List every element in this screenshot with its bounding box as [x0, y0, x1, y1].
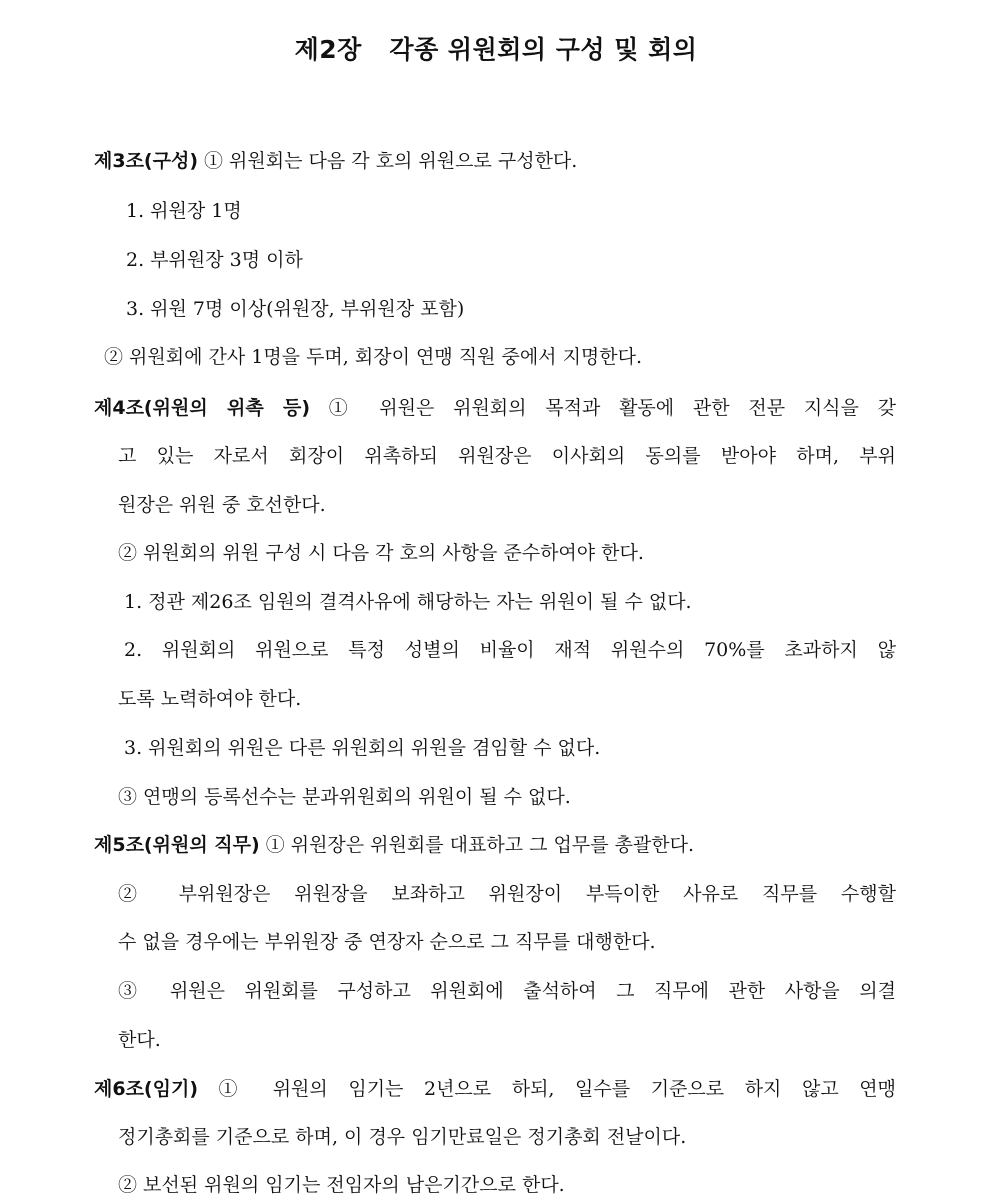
article-3-item-3: 3. 위원 7명 이상(위원장, 부위원장 포함)	[126, 298, 465, 320]
article-4-intro-line	[0, 393, 992, 423]
article-4-item-2-line-2: 도록 노력하여야 한다.	[118, 688, 302, 710]
article-4-heading: 제4조(위원의 위촉 등)	[94, 397, 311, 419]
article-3-intro-line	[0, 146, 992, 176]
article-4-paragraph-1-line-1: ① 위원은 위원회의 목적과 활동에 관한 전문 지식을 갖	[316, 397, 896, 419]
article-5-heading: 제5조(위원의 직무)	[94, 834, 260, 856]
article-5-paragraph-3-line-2: 한다.	[118, 1029, 161, 1051]
article-6-paragraph-1-line-2: 정기총회를 기준으로 하며, 이 경우 임기만료일은 정기총회 전날이다.	[118, 1126, 687, 1148]
article-5-paragraph-1: ① 위원장은 위원회를 대표하고 그 업무를 총괄한다.	[265, 834, 695, 856]
article-4-item-2-line-1: 2. 위원회의 위원으로 특정 성별의 비율이 재적 위원수의 70%를 초과하지 않	[124, 639, 896, 661]
article-5-paragraph-3-line-1: ③ 위원은 위원회를 구성하고 위원회에 출석하여 그 직무에 관한 사항을 의결	[118, 980, 896, 1002]
article-4-item-3: 3. 위원회의 위원은 다른 위원회의 위원을 겸임할 수 없다.	[124, 737, 601, 759]
article-6-heading: 제6조(임기)	[94, 1078, 199, 1100]
article-4-paragraph-3: ③ 연맹의 등록선수는 분과위원회의 위원이 될 수 없다.	[118, 786, 571, 808]
article-6-paragraph-1-line-1: ① 위원의 임기는 2년으로 하되, 일수를 기준으로 하지 않고 연맹	[204, 1078, 896, 1100]
article-3-heading: 제3조(구성)	[94, 150, 199, 172]
article-4-paragraph-1-line-3: 원장은 위원 중 호선한다.	[118, 494, 326, 516]
article-6-intro-line	[0, 1074, 992, 1104]
article-4-paragraph-1-line-2: 고 있는 자로서 회장이 위촉하되 위원장은 이사회의 동의를 받아야 하며, 부위	[118, 445, 896, 467]
article-3-paragraph-2: ② 위원회에 간사 1명을 두며, 회장이 연맹 직원 중에서 지명한다.	[104, 346, 643, 368]
article-3-paragraph-1: ① 위원회는 다음 각 호의 위원으로 구성한다.	[204, 150, 578, 172]
chapter-title: 제2장 각종 위원회의 구성 및 회의	[294, 35, 698, 64]
article-5-paragraph-2-line-2: 수 없을 경우에는 부위원장 중 연장자 순으로 그 직무를 대행한다.	[118, 931, 656, 953]
article-4-paragraph-2: ② 위원회의 위원 구성 시 다음 각 호의 사항을 준수하여야 한다.	[118, 542, 644, 564]
article-6-paragraph-2: ② 보선된 위원의 임기는 전임자의 남은기간으로 한다.	[118, 1174, 565, 1196]
article-5-paragraph-2-line-1: ② 부위원장은 위원장을 보좌하고 위원장이 부득이한 사유로 직무를 수행할	[118, 883, 896, 905]
article-4-item-1: 1. 정관 제26조 임원의 결격사유에 해당하는 자는 위원이 될 수 없다.	[124, 591, 692, 613]
article-3-item-2: 2. 부위원장 3명 이하	[126, 249, 303, 271]
article-3-item-1: 1. 위원장 1명	[126, 200, 242, 222]
article-5-intro-line	[0, 830, 992, 860]
